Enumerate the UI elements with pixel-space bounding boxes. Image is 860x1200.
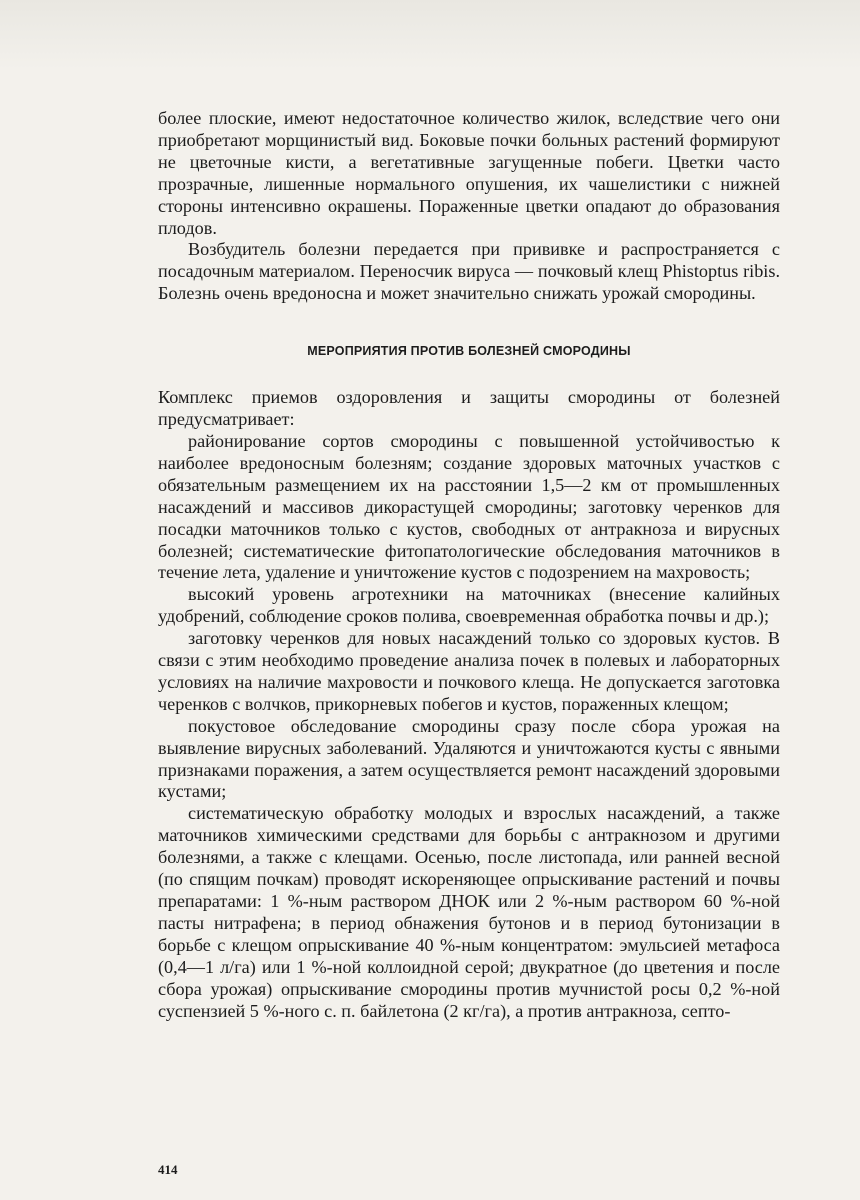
section-lead: Комплекс приемов оздоровления и защиты смородины от болезней предусматривает: [158,387,780,430]
list-item-1: районирование сортов смородины с повышенной устойчивостью к наиболее вредоносным болезням; создание здоровых маточных участков с обязательным размещением их на расстоянии 1,5—2 км от промышленных насаждений и массивов дикорастущей смородины; заготовку черенков для посадки маточников только с кустов, свободных от антракноза и вирусных болезней; систематические фитопатологические обследования маточников в течение лета, удаление и уничтожение кустов с подозрением на махровость; [158,430,780,583]
scan-top-margin [0,0,860,70]
list-item-2: высокий уровень агротехники на маточниках (внесение калийных удобрений, соблюдение сроков полива, своевременная обработка почвы и др.); [158,584,780,627]
list-item-3: заготовку черенков для новых насаждений только со здоровых кустов. В связи с этим необходимо проведение анализа почек в полевых и лабораторных условиях на наличие махровости и почкового клеща. Не допускается заготовка черенков с волчков, прикорневых побегов и кустов, пораженных клещом; [158,628,780,714]
list-item-5: систематическую обработку молодых и взрослых насаждений, а также маточников химическими средствами для борьбы с антракнозом и другими болезнями, а также с клещами. Осенью, после листопада, или ранней весной (по спящим почкам) проводят искореняющее опрыскивание растений и почвы препаратами: 1 %-ным раствором ДНОК или 2 %-ным раствором 60 %-ной пасты нитрафена; в период обнажения бутонов и в период бутонизации в борьбе с клещом опрыскивание 40 %-ным концентратом: эмульсией метафоса (0,4—1 л/га) или 1 %-ной коллоидной серой; двукратное (до цветения и после сбора урожая) опрыскивание смородины против мучнистой росы 0,2 %-ной суспензией 5 %-ного с. п. байлетона (2 кг/га), а против антракноза, септо- [158,803,780,1021]
paragraph-intro-1: более плоские, имеют недостаточное количество жилок, вследствие чего они приобретают морщинистый вид. Боковые почки больных растений формируют не цветочные кисти, а вегетативные загущенные побеги. Цветки часто прозрачные, лишенные нормального опушения, их чашелистики с нижней стороны интенсивно окрашены. Пораженные цветки опадают до образования плодов. [158,108,780,238]
paragraph-intro-2: Возбудитель болезни передается при прививке и распространяется с посадочным материалом. Переносчик вируса — почковый клещ Phistoptus ribis. Болезнь очень вредоносна и может значительно снижать урожай смородины. [158,239,780,304]
page-body [158,108,780,1022]
page-number: 414 [158,1162,178,1177]
list-item-4: покустовое обследование смородины сразу после сбора урожая на выявление вирусных заболеваний. Удаляются и уничтожаются кусты с явными признаками поражения, а затем осуществляется ремонт насаждений здоровыми кустами; [158,715,780,802]
section-heading: МЕРОПРИЯТИЯ ПРОТИВ БОЛЕЗНЕЙ СМОРОДИНЫ [307,344,631,359]
